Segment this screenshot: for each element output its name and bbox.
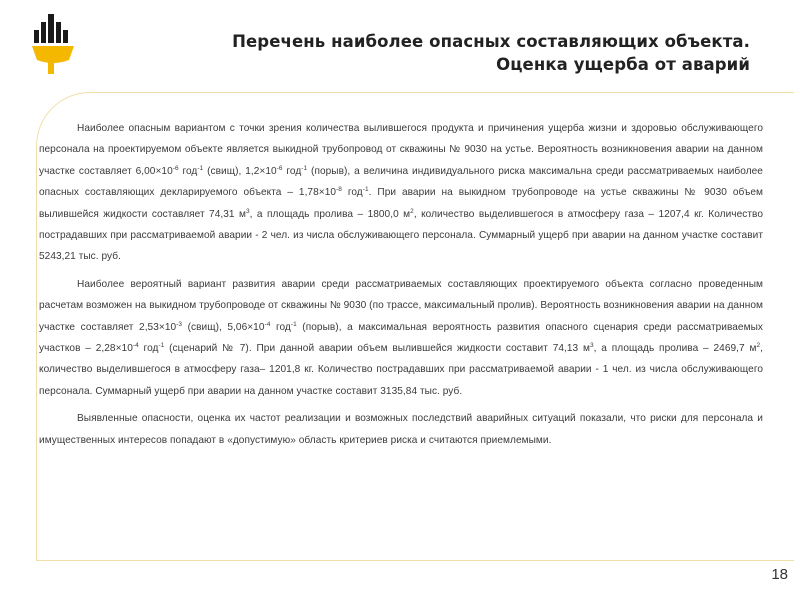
title-line-2: Оценка ущерба от аварий xyxy=(496,55,750,74)
page-number: 18 xyxy=(771,566,788,583)
oil-company-logo-icon xyxy=(30,12,76,76)
paragraph-2: Наиболее вероятный вариант развития аварии среди рассматриваемых составляющих проектируемого объекта согласно проведенным расчетам возможен на выкидном трубопроводе от скважины № 9030 (по трассе, максимальный пролив). Вероятность возникновения аварии на данном участке составляет $2,53\times 10^{-3}$ (свищ), $5,06\times 10^{-4}$ год$^{-1}$ (порыв), а максимальная вероятность развития опасного сценария среди рассматриваемых участков – $2,28\times 10^{-4}$ год$^{-1}$ (сценарий № 7). При данной аварии объем вылившейся жидкости составит 74,13 $м^3$, а площадь пролива – 2469,7 $м^2$, количество выделившегося в атмосферу газа– 1201,8 кг. Количество пострадавших при рассматриваемой аварии - 1 чел. из числа обслуживающего персонала. Суммарный ущерб при аварии на данном участке составит 3135,84 тыс. руб. xyxy=(39,278,763,397)
body-text xyxy=(39,118,763,457)
page-title xyxy=(232,30,750,76)
frame-top-line xyxy=(90,92,794,93)
paragraph-1: Наиболее опасным вариантом с точки зрения количества вылившегося продукта и причинения ущерба жизни и здоровью обслуживающего персонала на проектируемом объекте является выкидной трубопровод от скважины № 9030 на устье. Вероятность возникновения аварии на данном участке составляет $6,00\times 10^{-6}$ год$^{-1}$ (свищ), $1,2\times 10^{-6}$ год$^{-1}$ (порыв), а величина индивидуального риска максимальна среди рассматриваемых наиболее опасных составляющих декларируемого объекта – $1,78\times 10^{-8}$ год$^{-1}$. При аварии на выкидном трубопроводе на устье скважины № 9030 объем вылившейся жидкости составляет 74,31 $м^3$, а площадь пролива – 1800,0 $м^2$, количество выделившегося в атмосферу газа – 1207,4 кг. Количество пострадавших при рассматриваемой аварии - 2 чел. из числа обслуживающего персонала. Суммарный ущерб при аварии на данном участке составит 5243,21 тыс. руб. xyxy=(39,123,764,263)
title-line-1: Перечень наиболее опасных составляющих объекта. xyxy=(232,32,750,51)
frame-bottom-line xyxy=(36,560,794,561)
paragraph-3: Выявленные опасности, оценка их частот реализации и возможных последствий аварийных ситуаций показали, что риски для персонала и имущественных интересов попадают в «допустимую» область критериев риска и считаются приемлемыми. xyxy=(39,413,763,446)
